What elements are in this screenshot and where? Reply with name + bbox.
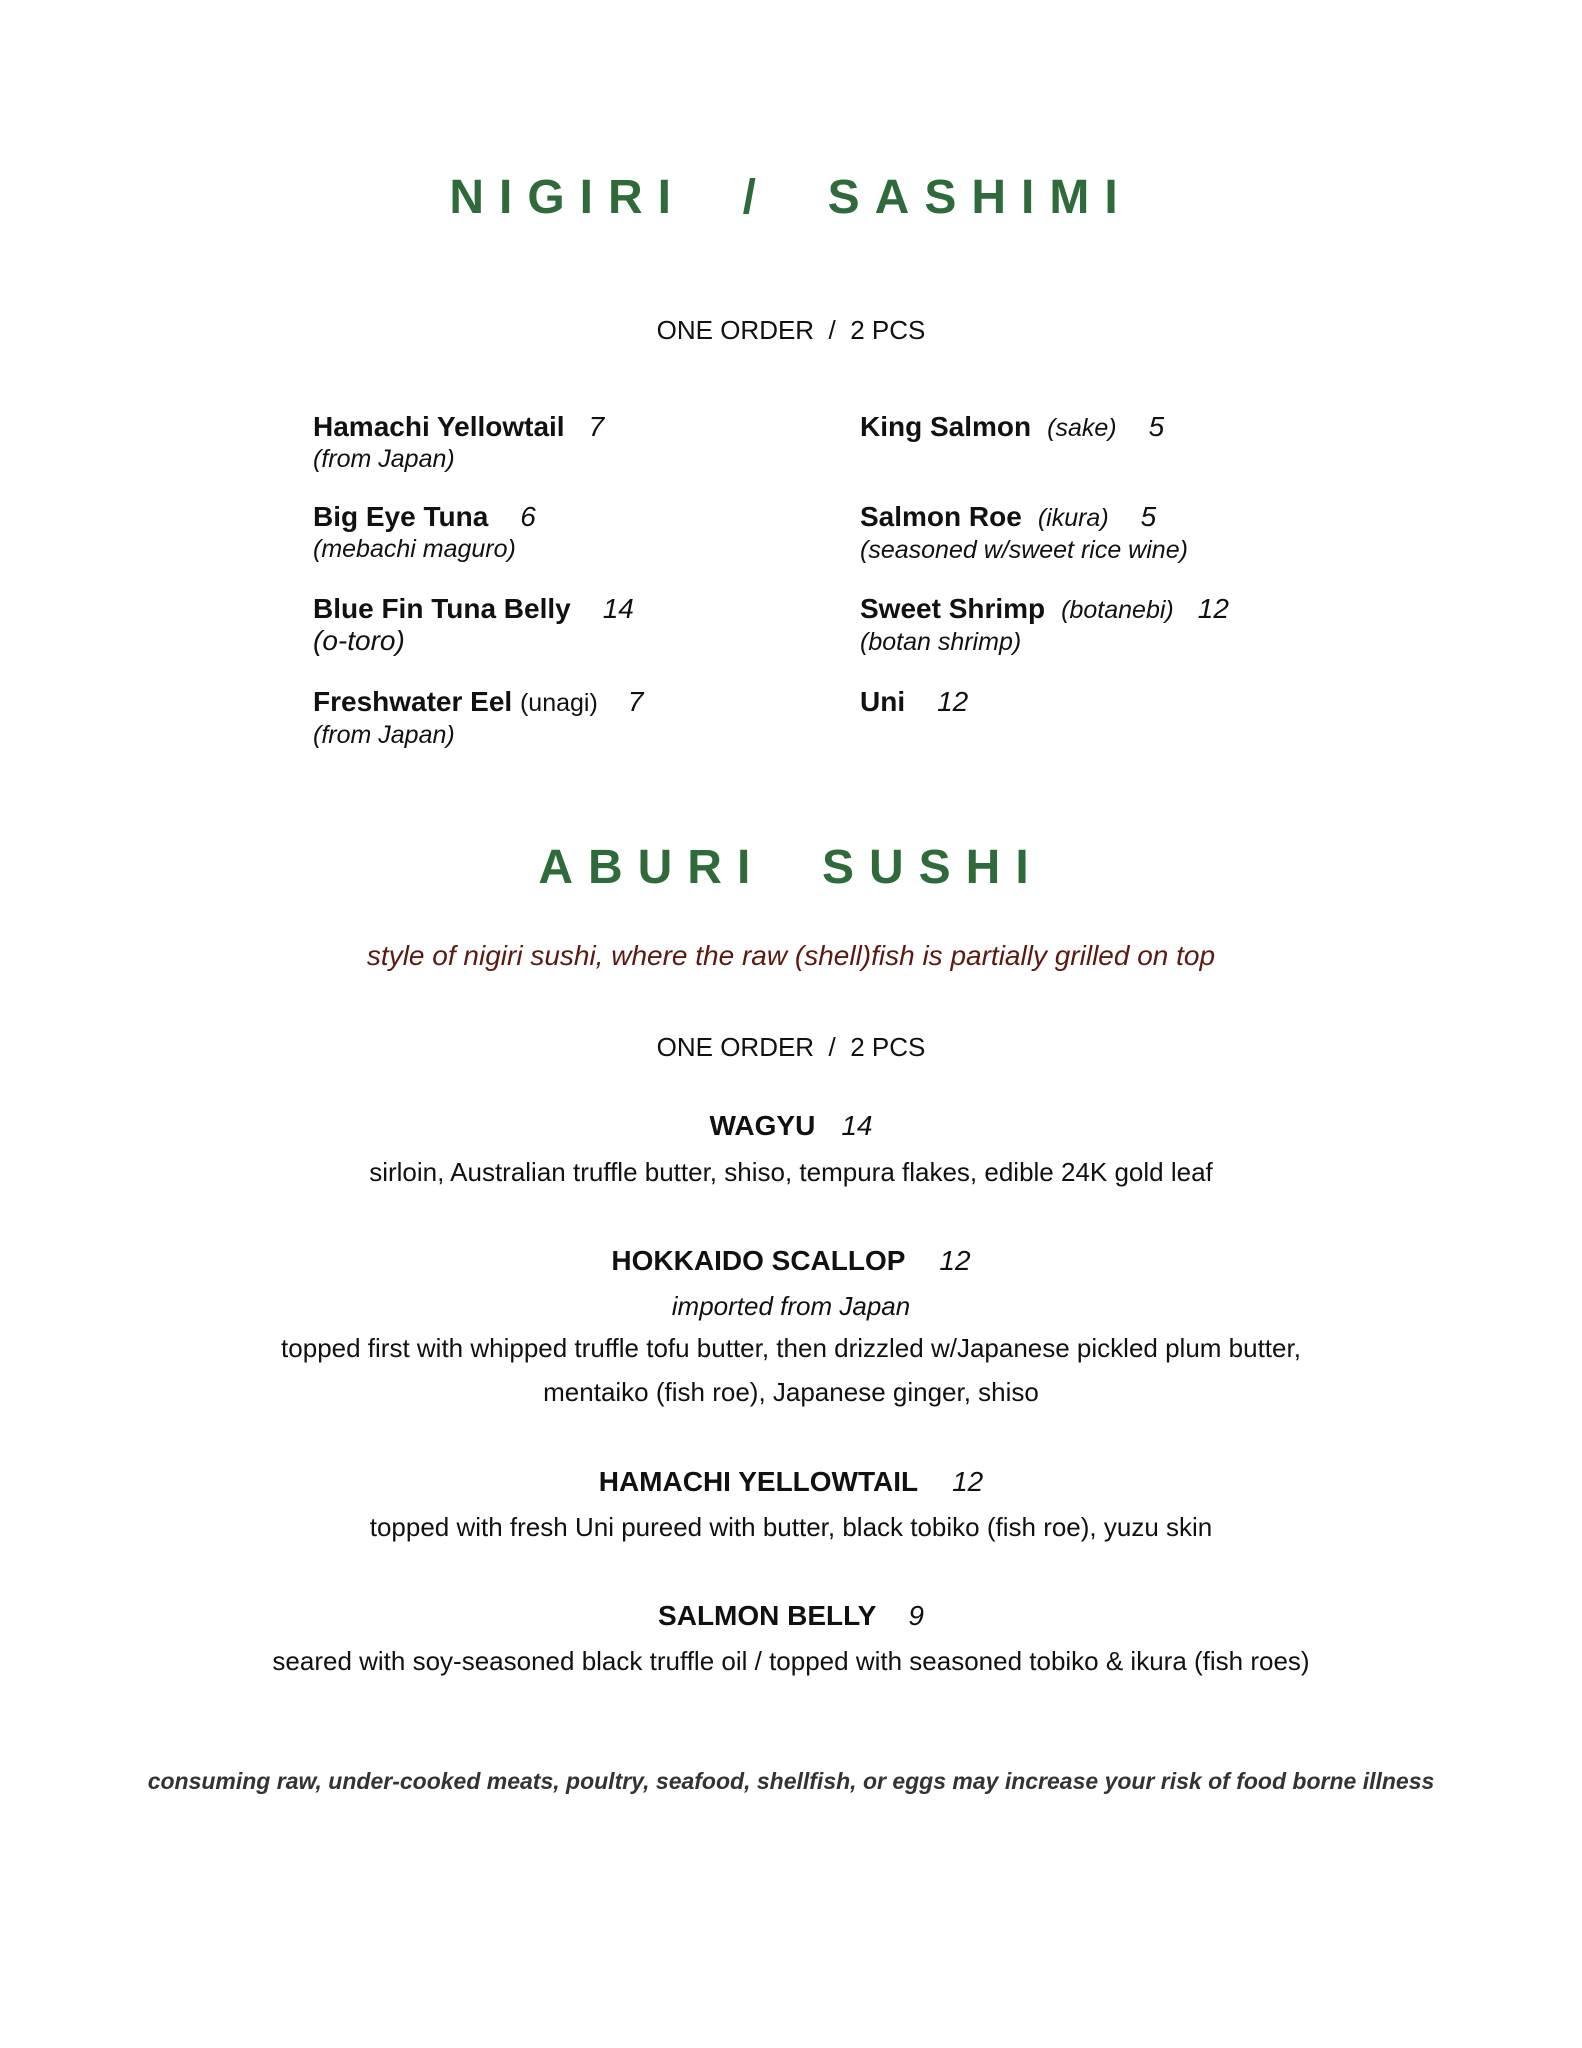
nigiri-item-king-salmon: [860, 410, 1420, 445]
item-price: 5: [1140, 501, 1157, 532]
aburi-item-description: topped first with whipped truffle tofu butter, then drizzled w/Japanese pickled plum butter,: [281, 1333, 1301, 1363]
item-note: (botan shrimp): [860, 628, 1022, 656]
item-name: Salmon Roe: [860, 501, 1022, 532]
aburi-item-description: mentaiko (fish roe), Japanese ginger, shiso: [543, 1377, 1039, 1407]
nigiri-order-note: ONE ORDER / 2 PCS: [656, 315, 926, 345]
aburi-item-wagyu-header: [0, 1110, 1582, 1142]
aburi-item-origin: imported from Japan: [671, 1291, 911, 1321]
item-price: 12: [937, 686, 969, 717]
aburi-order-note: ONE ORDER / 2 PCS: [656, 1032, 926, 1062]
nigiri-item-blue-fin-tuna-belly: [313, 592, 873, 656]
item-name: SALMON BELLY: [658, 1600, 877, 1631]
item-name: Sweet Shrimp: [860, 593, 1046, 624]
item-note: (mebachi maguro): [313, 535, 516, 563]
nigiri-section-title: NIGIRI / SASHIMI: [449, 171, 1133, 224]
aburi-item-description: seared with soy-seasoned black truffle oil / topped with seasoned tobiko & ikura (fish roes): [272, 1646, 1310, 1676]
item-price: 14: [841, 1110, 873, 1141]
nigiri-item-salmon-roe: [860, 500, 1420, 565]
nigiri-item-hamachi: [313, 410, 873, 474]
item-japanese-name: (unagi): [519, 689, 598, 717]
item-price: 12: [1197, 593, 1229, 624]
item-name: Blue Fin Tuna Belly: [313, 593, 571, 624]
nigiri-item-sweet-shrimp: [860, 592, 1420, 657]
item-name: King Salmon: [860, 411, 1032, 442]
item-japanese-name: (sake): [1047, 414, 1117, 442]
item-price: 5: [1148, 411, 1165, 442]
item-note: (o-toro): [313, 625, 405, 656]
item-japanese-name: (botanebi): [1061, 596, 1174, 624]
aburi-item-description: sirloin, Australian truffle butter, shiso, tempura flakes, edible 24K gold leaf: [369, 1157, 1213, 1187]
item-price: 6: [520, 501, 536, 532]
item-price: 14: [602, 593, 634, 624]
aburi-item-hamachi-header: [0, 1466, 1582, 1498]
item-price: 12: [939, 1245, 971, 1276]
aburi-section-title: ABURI SUSHI: [538, 841, 1044, 894]
item-name: HAMACHI YELLOWTAIL: [598, 1466, 919, 1497]
item-japanese-name: (ikura): [1037, 504, 1109, 532]
nigiri-item-freshwater-eel: [313, 685, 873, 750]
item-price: 12: [952, 1466, 984, 1497]
aburi-tagline: style of nigiri sushi, where the raw (shell)fish is partially grilled on top: [366, 940, 1216, 971]
item-name: Hamachi Yellowtail: [313, 411, 565, 442]
item-name: Freshwater Eel: [313, 686, 513, 717]
item-name: Big Eye Tuna: [313, 501, 489, 532]
food-safety-disclaimer: consuming raw, under-cooked meats, poultry, seafood, shellfish, or eggs may increase your risk of food borne illness: [147, 1768, 1435, 1794]
aburi-item-description: topped with fresh Uni pureed with butter, black tobiko (fish roe), yuzu skin: [369, 1512, 1213, 1542]
item-name: WAGYU: [709, 1110, 816, 1141]
aburi-item-salmon-belly-header: [0, 1600, 1582, 1632]
item-price: 7: [588, 411, 605, 442]
item-note: (from Japan): [313, 721, 455, 749]
aburi-item-scallop-header: [0, 1245, 1582, 1277]
nigiri-item-uni: [860, 685, 1420, 719]
item-name: HOKKAIDO SCALLOP: [611, 1245, 906, 1276]
item-price: 9: [908, 1600, 924, 1631]
item-note: (seasoned w/sweet rice wine): [860, 536, 1188, 564]
nigiri-item-big-eye-tuna: [313, 500, 873, 564]
item-name: Uni: [860, 686, 906, 717]
item-price: 7: [627, 686, 644, 717]
item-note: (from Japan): [313, 445, 455, 473]
